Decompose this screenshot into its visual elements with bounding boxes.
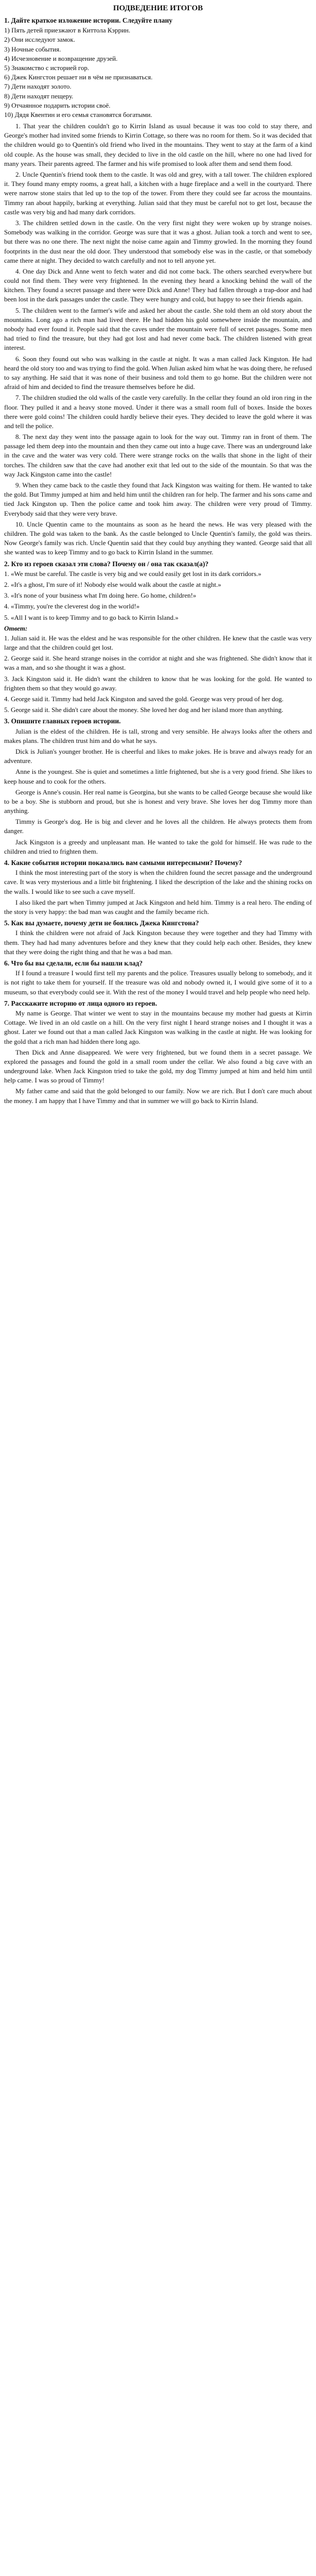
paragraph: 2. Uncle Quentin's friend took them to the castle. It was old and grey, with a tall tower. The children explored it. They found many empty rooms, a great hall, a kitchen with a huge fireplace and a well in the courtyard. There were narrow stone stairs that led up to the top of the tower. From there they could see far across the mountains. Timmy ran about happily, barking at everything. Julian said that they must be careful not to get lost, because the castle was very big and had many dark corridors. <box>4 171 312 216</box>
paragraph: George is Anne's cousin. Her real name is Georgina, but she wants to be called George because she would like to be a boy. She is stubborn and proud, but she is honest and very brave. She loves her dog Timmy more than anything. <box>4 788 312 815</box>
paragraph: 10. Uncle Quentin came to the mountains as soon as he heard the news. He was very pleased with the children. The gold was taken to the bank. As the castle belonged to Uncle Quentin's family, the gold was theirs. Now George's family was rich. Uncle Quentin said that they could buy anything they wanted. George said that all she wanted was to keep Timmy and to go back to Kirrin Island in the summer. <box>4 520 312 556</box>
quote-item: 4. «Timmy, you're the cleverest dog in the world!» <box>4 602 140 611</box>
answer-item: 5. George said it. She didn't care about the money. She loved her dog and her island more than anything. <box>4 706 284 714</box>
question-7: 7. Расскажите историю от лица одного из героев. <box>4 999 157 1007</box>
answer-item: 3. Jack Kingston said it. He didn't want the children to know that he was looking for the gold. He wanted to frighten them so that they would go away. <box>4 674 312 692</box>
plan-item: 6) Джек Кингстон решает ни в чём не признаваться. <box>4 73 153 81</box>
question-3: 3. Опишите главных героев истории. <box>4 717 121 725</box>
paragraph: 5. The children went to the farmer's wife and asked her about the castle. She told them an old story about the mountains. Long ago a rich man had lived there. He had hidden his gold somewhere inside the mountain, and nobody had ever found it. People said that the caves under the mountain were full of secret passages. Some men had tried to find the treasure, but they had got lost and had never come back. The children listened with great interest. <box>4 306 312 352</box>
quote-item: 1. «We must be careful. The castle is very big and we could easily get lost in its dark corridors.» <box>4 569 261 578</box>
paragraph: My father came and said that the gold belonged to our family. Now we are rich. But I don't care much about the money. I am happy that I have Timmy and that in summer we will go back to Kirrin Island. <box>4 1087 312 1105</box>
plan-item: 1) Пять детей приезжают в Киттола Кэррин. <box>4 26 131 35</box>
question-5: 5. Как вы думаете, почему дети не боялись Джека Кингстона? <box>4 919 199 927</box>
plan-item: 10) Дядя Квентин и его семья становятся богатыми. <box>4 110 152 118</box>
answer-item: 2. George said it. She heard strange noises in the corridor at night and she was frightened. She didn't know that it was a man, and so she thought it was a ghost. <box>4 654 312 672</box>
paragraph: My name is George. That winter we went to stay in the mountains because my mother had guests at Kirrin Cottage. We lived in an old castle on a hill. On the very first night I heard strange noises and I thought it was a ghost. Later we found out that a man called Jack Kingston was walking in the castle at night. He was looking for the gold that a rich man had hidden there long ago. <box>4 1009 312 1045</box>
paragraph: If I found a treasure I would first tell my parents and the police. Treasures usually belong to somebody, and it is not right to take them for yourself. If the treasure was old and nobody owned it, I would give some of it to a museum, so that everybody could see it. With the rest of the money I would travel and help people who need help. <box>4 969 312 996</box>
quote-item: 3. «It's none of your business what I'm doing here. Go home, children!» <box>4 591 197 600</box>
paragraph: 9. When they came back to the castle they found that Jack Kingston was waiting for them. He wanted to take the gold. But Timmy jumped at him and held him until the children ran for help. The farmer and his sons came and tied Jack Kingston up. Then the police came and took him away. The children were very proud of Timmy. Everybody said that they were very brave. <box>4 481 312 517</box>
page-title: ПОДВЕДЕНИЕ ИТОГОВ <box>113 4 203 12</box>
paragraph: Timmy is George's dog. He is big and clever and he loves all the children. He always protects them from danger. <box>4 818 312 835</box>
paragraph: 6. Soon they found out who was walking in the castle at night. It was a man called Jack Kingston. He had heard the old story too and was trying to find the gold. When Julian asked him what he was doing there, he refused to say anything. He said that it was none of their business and told them to go home. But the children were not afraid of him and decided to find the treasure themselves before he did. <box>4 354 312 391</box>
paragraph: Then Dick and Anne disappeared. We were very frightened, but we found them in a secret passage. We explored the passages and found the gold in a small room under the cellar. We also found a big cave with an underground lake. When Jack Kingston tried to take the gold, my dog Timmy jumped at him and held him until help came. I was so proud of Timmy! <box>4 1048 312 1084</box>
plan-item: 8) Дети находят пещеру. <box>4 92 74 100</box>
answer-label: Ответ: <box>4 624 28 632</box>
answer-item: 4. George said it. Timmy had held Jack Kingston and saved the gold. George was very proud of her dog. <box>4 695 284 703</box>
question-2: 2. Кто из героев сказал эти слова? Почему он / она так сказал(а)? <box>4 560 209 568</box>
paragraph: I also liked the part when Timmy jumped at Jack Kingston and held him. Timmy is a real hero. The ending of the story is very happy: the bad man was caught and the family became rich. <box>4 898 312 916</box>
plan-item: 2) Они исследуют замок. <box>4 36 75 44</box>
quote-item: 5. «All I want is to keep Timmy and to go back to Kirrin Island.» <box>4 613 179 621</box>
paragraph: Dick is Julian's younger brother. He is cheerful and likes to make jokes. He is brave and always ready for an adventure. <box>4 747 312 765</box>
plan-item: 7) Дети находят золото. <box>4 82 72 91</box>
paragraph: Julian is the eldest of the children. He is tall, strong and very sensible. He always looks after the others and makes plans. The children trust him and do what he says. <box>4 727 312 744</box>
paragraph: 1. That year the children couldn't go to Kirrin Island as usual because it was too cold to stay there, and George's mother had invited some friends to Kirrin Cottage, so there was no room for them. So it was decided that the children would go to Quentin's old friend who lived in the mountains. They went to stay at the farm of a kind old couple. As the house was small, they decided to live in the old castle on the hill, where no one had lived for many years. Their parents agreed. The farmer and his wife promised to look after them and send them food. <box>4 122 312 167</box>
paragraph: I think the most interesting part of the story is when the children found the secret passage and the underground cave. It was very mysterious and a little bit frightening. I liked the description of the lake and the shining rocks on the walls. I would like to see such a cave myself. <box>4 869 312 895</box>
paragraph: 4. One day Dick and Anne went to fetch water and did not come back. The others searched everywhere but could not find them. They were very frightened. In the evening they heard a knocking behind the wall of the kitchen. They found a secret passage and there were Dick and Anne! They had fallen through a trap-door and had been lost in the dark passages under the castle. They were hungry and cold, but happy to see their friends again. <box>4 267 312 303</box>
question-4: 4. Какие события истории показались вам самыми интересными? Почему? <box>4 859 242 867</box>
paragraph: 7. The children studied the old walls of the castle very carefully. In the cellar they found an old iron ring in the floor. They pulled it and a heavy stone moved. Under it there was a small room full of boxes. Inside the boxes there were gold coins! The children could hardly believe their eyes. They decided to leave the gold where it was and tell the police. <box>4 394 312 430</box>
question-6: 6. Что бы вы сделали, если бы нашли клад? <box>4 959 143 967</box>
paragraph: Jack Kingston is a greedy and unpleasant man. He wanted to take the gold for himself. He was rude to the children and tried to frighten them. <box>4 838 312 855</box>
paragraph: 3. The children settled down in the castle. On the very first night they were woken up by strange noises. Somebody was walking in the corridor. George was sure that it was a ghost. Julian took a torch and went to see, but there was no one there. The next night the noise came again and Timmy growled. In the morning they found footprints in the dust near the old door. They understood that somebody else was in the castle, or that somebody came there at night. They decided to watch carefully and not to tell anyone yet. <box>4 218 312 264</box>
answer-item: 1. Julian said it. He was the eldest and he was responsible for the other children. He knew that the castle was very large and that the children could get lost. <box>4 634 312 652</box>
plan-item: 4) Исчезновение и возвращение друзей. <box>4 54 118 62</box>
plan-list <box>4 26 312 120</box>
question-1: 1. Дайте краткое изложение истории. Следуйте плану <box>4 16 172 24</box>
paragraph: 8. The next day they went into the passage again to look for the way out. Timmy ran in front of them. The passage led them deep into the mountain and then they came out into a huge cave. There was an underground lake in the cave and the water was very cold. There were strange rocks on the walls that shone in the light of their torches. The children saw that the cave had another exit that led out to the side of the mountain. So that was the way Jack Kingston came into the castle! <box>4 433 312 478</box>
plan-item: 5) Знакомство с историей гор. <box>4 63 90 72</box>
paragraph: Anne is the youngest. She is quiet and sometimes a little frightened, but she is a very good friend. She likes to keep house and to cook for the others. <box>4 768 312 785</box>
plan-item: 9) Отчаянное подарить истории своё. <box>4 101 111 109</box>
quote-item: 2. «It's a ghost, I'm sure of it! Nobody else would walk about the castle at night.» <box>4 580 221 588</box>
plan-item: 3) Ночные события. <box>4 45 61 53</box>
paragraph: I think the children were not afraid of Jack Kingston because they were together and they had Timmy with them. They had had many adventures before and they knew that they could help each other. Besides, they knew that they were doing the right thing and that he was a bad man. <box>4 929 312 956</box>
